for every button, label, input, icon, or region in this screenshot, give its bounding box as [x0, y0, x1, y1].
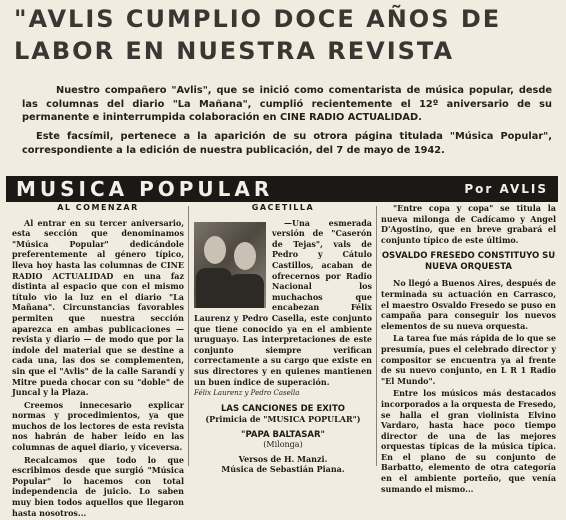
- section-title: MUSICA POPULAR: [16, 177, 274, 201]
- column-divider: [188, 206, 189, 466]
- column-right-paragraph: Entre los músicos más destacados incorporados a la orquesta de Fresedo, se halla el gran violinista Elvino Vardaro, hasta hace poco tiempo director de una de las mejores orquestas típicas de la música típica. En el plano de su conjunto de Barbatto, elemento de otra categoría en el ambiente porteño, que venía sumando el mismo...: [381, 388, 556, 494]
- column-right-paragraph: No llegó a Buenos Aires, después de terminada su actuación en Carrasco, el maestro Osvaldo Fresedo se puso en campaña para conseguir los nuevos elementos de su nueva orquesta.: [381, 278, 556, 331]
- credits-lyrics: Versos de H. Manzi.: [238, 454, 328, 465]
- musicians-photo: [194, 222, 266, 308]
- column-right-paragraph-top: "Entre copa y copa" se titula la nueva milonga de Cadícamo y Angel D'Agostino, que en breve grabará el conjunto típico de este último.: [381, 203, 556, 245]
- headline-line-1: "AVLIS CUMPLIO DOCE AÑOS DE: [14, 5, 502, 33]
- column-middle: [194, 203, 372, 474]
- column-left-heading: AL COMENZAR: [57, 203, 139, 212]
- intro-paragraph-2: Este facsímil, pertenece a la aparición de su otrora página titulada "Música Popular", correspondiente a la edición de nuestra publicación, del 7 de mayo de 1942.: [22, 131, 552, 156]
- column-left-paragraph: Recalcamos que todo lo que escribimos desde que surgió "Música Popular" lo hacemos con total independencia de juicio. Lo saben muy bien todos aquellos que llegaron hasta nosotros...: [12, 454, 184, 518]
- column-middle-paragraph: —Una esmerada versión de "Caserón de Tejas", vals de Pedro y Cátulo Castillos, acaban de ofrecernos por Radio Nacional los muchachos que encabezan Félix Laurenz y Pedro Casella, este conjunto que tiene conocido ya en el ambiente uruguayo. Las interpretaciones de este conjunto siempre verifican correctamente a su cargo que existe en sus directores y en quienes mantienen un buen índice de superación.: [194, 217, 372, 387]
- column-divider: [376, 206, 377, 466]
- credits-music: Música de Sebastián Piana.: [221, 464, 345, 475]
- songs-subheading: (Primicia de "MUSICA POPULAR"): [205, 414, 361, 425]
- song-title: "PAPA BALTASAR": [241, 430, 325, 441]
- column-left-paragraph: Creemos innecesario explicar normas y procedimientos, ya que muchos de los lectores de esta revista nos habrán de haber leído en las columnas de aquel diario, y viceversa.: [12, 399, 184, 453]
- headline-line-2: LABOR EN NUESTRA REVISTA: [14, 37, 455, 65]
- column-left-paragraph: Al entrar en su tercer aniversario, esta sección que denominamos "Música Popular" dedicándole preferentemente al género típico, lleva hoy hasta las columnas de CINE RADIO ACTUALIDAD en una faz distinta al espacio que con el mismo título vio la luz en el diario "La Mañana". Circunstancias favorables permiten que nuestra sección aparezca en ambas publicaciones — revista y diario — de modo que por la índole del material que se destine a cada una, las dos se complementen, sin que el "Avlis" de la calle Sarandí y Mitre pueda chocar con su "doble" de Juncal y la Plaza.: [12, 217, 184, 398]
- column-right: [381, 203, 556, 496]
- column-right-paragraph: La tarea fue más rápida de lo que se presumía, pues el celebrado director y compositor se encuentra ya al frente de su nuevo conjunto, en L R 1 Radio "El Mundo".: [381, 333, 556, 386]
- intro-paragraph-1: Nuestro compañero "Avlis", que se inició como comentarista de música popular, desde las columnas del diario "La Mañana", cumplió recientemente el 12º aniversario de su permanente e ininterrumpida colaboración en CINE RADIO ACTUALIDAD.: [22, 85, 552, 123]
- song-genre: (Milonga): [263, 440, 303, 450]
- section-byline: Por AVLIS: [464, 182, 548, 196]
- column-middle-heading: GACETILLA: [251, 203, 315, 212]
- column-left: [12, 203, 184, 520]
- section-banner: [6, 176, 558, 202]
- photo-caption: Félix Laurenz y Pedro Casella: [194, 389, 300, 398]
- column-right-subheading: OSVALDO FRESEDO CONSTITUYO SU NUEVA ORQUESTA: [381, 251, 556, 272]
- songs-heading: LAS CANCIONES DE EXITO: [220, 404, 345, 415]
